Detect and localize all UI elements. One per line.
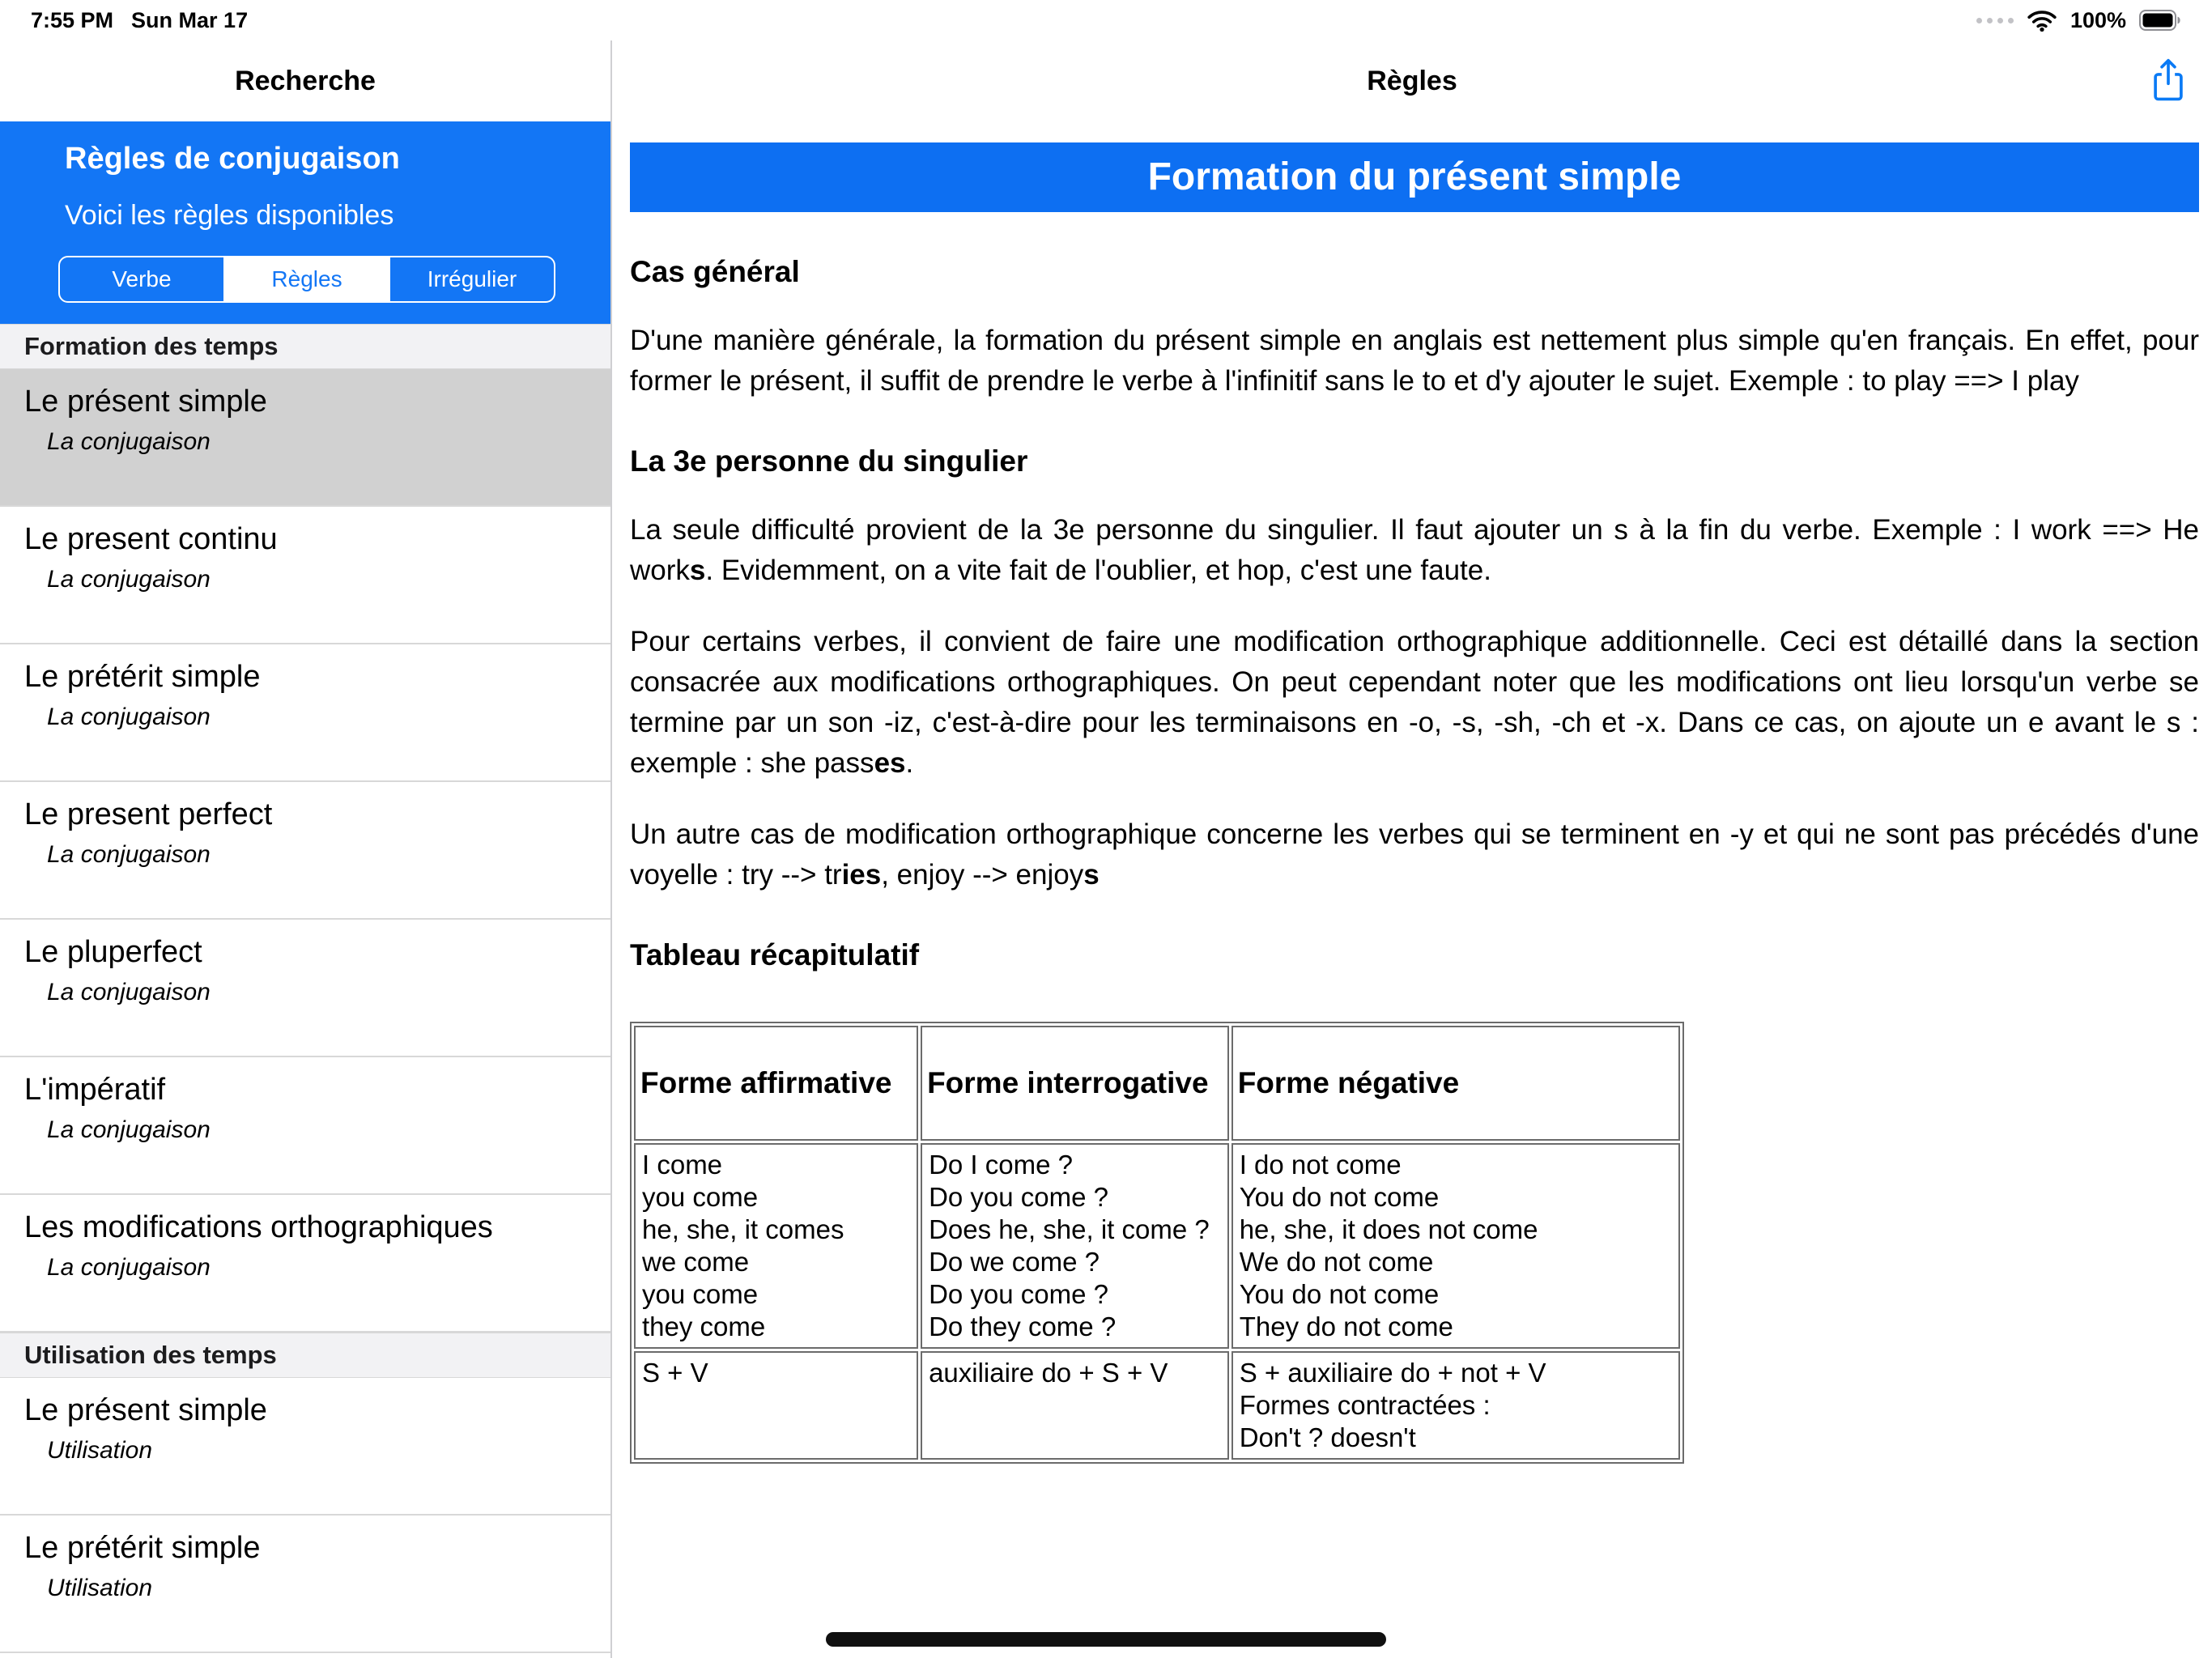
list-item-subtitle: La conjugaison bbox=[47, 1254, 211, 1281]
list-item-title: Le present continu bbox=[24, 522, 278, 556]
table-cell: S + V bbox=[634, 1351, 918, 1460]
list-item[interactable] bbox=[0, 782, 610, 920]
list-item-title: Le present perfect bbox=[24, 797, 273, 831]
home-indicator[interactable] bbox=[826, 1632, 1386, 1647]
list-item-subtitle: La conjugaison bbox=[47, 566, 211, 593]
rule-title-banner: Formation du présent simple bbox=[630, 142, 2199, 212]
rules-header-subtitle: Voici les règles disponibles bbox=[65, 200, 394, 231]
table-header-cell: Forme affirmative bbox=[634, 1026, 918, 1141]
detail-nav-bar bbox=[612, 40, 2212, 121]
table-cell: S + auxiliaire do + not + V Formes contractées : Don't ? doesn't bbox=[1231, 1351, 1680, 1460]
section-heading: La 3e personne du singulier bbox=[630, 444, 1028, 478]
segmented-control bbox=[58, 256, 555, 303]
status-date: Sun Mar 17 bbox=[131, 7, 249, 32]
list-item[interactable] bbox=[0, 369, 610, 507]
table-cell: auxiliaire do + S + V bbox=[921, 1351, 1229, 1460]
list-item[interactable] bbox=[0, 1195, 610, 1333]
table-row bbox=[634, 1351, 1680, 1460]
list-item-title: Le présent simple bbox=[24, 385, 267, 419]
list-item-title: Les modifications orthographiques bbox=[24, 1210, 493, 1244]
sidebar-nav-title: Recherche bbox=[235, 65, 376, 96]
list-item-subtitle: Utilisation bbox=[47, 1575, 153, 1601]
paragraph: La seule difficulté provient de la 3e personne du singulier. Il faut ajouter un s à la fin du verbe. Exemple : I work ==> He works. Evidemment, on a vite fait de l'oublier, et hop, c'est une faute. bbox=[630, 514, 2199, 586]
paragraph: Un autre cas de modification orthographique concerne les verbes qui se terminent en -y et qui ne sont pas précédés d'une voyelle : try --> tries, enjoy --> enjoys bbox=[630, 818, 2199, 891]
list-item[interactable] bbox=[0, 507, 610, 644]
sidebar-nav-bar bbox=[0, 40, 610, 121]
detail-nav-title: Règles bbox=[1367, 65, 1457, 96]
section-heading: Cas général bbox=[630, 255, 800, 288]
list-item-subtitle: Utilisation bbox=[47, 1437, 153, 1464]
rule-content bbox=[612, 121, 2212, 1658]
status-bar bbox=[0, 0, 2212, 40]
table-header-cell: Forme négative bbox=[1231, 1026, 1680, 1141]
paragraph: D'une manière générale, la formation du présent simple en anglais est nettement plus simple qu'en français. En effet, pour former le présent, il suffit de prendre le verbe à l'infinitif sans le to et d'y ajouter le sujet. Exemple : to play ==> I play bbox=[630, 325, 2199, 397]
battery-percent: 100% bbox=[2069, 7, 2126, 32]
segment-règles[interactable]: Règles bbox=[223, 257, 389, 301]
sidebar-blue-header bbox=[0, 121, 610, 324]
segment-irrégulier[interactable]: Irrégulier bbox=[389, 257, 554, 301]
list-item[interactable] bbox=[0, 1057, 610, 1195]
list-item[interactable] bbox=[0, 644, 610, 782]
share-button[interactable] bbox=[2146, 56, 2191, 106]
list-item-subtitle: La conjugaison bbox=[47, 979, 211, 1005]
rule-body bbox=[630, 254, 2199, 973]
table-cell: I do not come You do not come he, she, it does not come We do not come You do not come They do not come bbox=[1231, 1143, 1680, 1349]
rules-header-title: Règles de conjugaison bbox=[65, 142, 400, 176]
list-section-header: Formation des temps bbox=[0, 324, 610, 369]
detail-pane bbox=[612, 40, 2212, 1658]
list-item[interactable] bbox=[0, 920, 610, 1057]
list-section-header: Utilisation des temps bbox=[0, 1333, 610, 1378]
segment-verbe[interactable]: Verbe bbox=[112, 266, 172, 291]
status-time: 7:55 PM bbox=[31, 7, 114, 32]
table-cell: Do I come ? Do you come ? Does he, she, it come ? Do we come ? Do you come ? Do they come ? bbox=[921, 1143, 1229, 1349]
list-item-title: L'impératif bbox=[24, 1073, 166, 1107]
table-header-cell: Forme interrogative bbox=[921, 1026, 1229, 1141]
list-item-subtitle: La conjugaison bbox=[47, 704, 211, 730]
list-item[interactable] bbox=[0, 1378, 610, 1516]
list-item[interactable] bbox=[0, 1516, 610, 1653]
status-left bbox=[31, 8, 248, 33]
list-item-subtitle: La conjugaison bbox=[47, 1116, 211, 1143]
list-item-subtitle: La conjugaison bbox=[47, 428, 211, 455]
table-cell: I come you come he, she, it comes we come you come they come bbox=[634, 1143, 918, 1349]
battery-icon bbox=[2139, 10, 2181, 31]
list-item-title: Le prétérit simple bbox=[24, 660, 261, 694]
cellular-dots-icon bbox=[1976, 18, 2014, 23]
wifi-icon bbox=[2027, 9, 2057, 32]
list-item-title: Le présent simple bbox=[24, 1393, 267, 1427]
table-row bbox=[634, 1143, 1680, 1349]
rules-list bbox=[0, 324, 610, 1658]
list-item-subtitle: La conjugaison bbox=[47, 841, 211, 868]
recap-table bbox=[630, 1022, 1684, 1464]
share-icon bbox=[2147, 57, 2189, 104]
list-item-title: Le prétérit simple bbox=[24, 1531, 261, 1565]
sidebar bbox=[0, 40, 612, 1658]
list-item-title: Le pluperfect bbox=[24, 935, 202, 969]
paragraph: Pour certains verbes, il convient de faire une modification orthographique additionnelle. Ceci est détaillé dans la section consacrée aux modifications orthographiques. On peut cependant noter que les modifications ont lieu lorsqu'un verbe se termine par un son -iz, c'est-à-dire pour les terminaisons en -o, -s, -sh, -ch et -x. Dans ce cas, on ajoute un e avant le s : exemple : she passes. bbox=[630, 626, 2199, 779]
status-right bbox=[1976, 8, 2181, 33]
section-heading: Tableau récapitulatif bbox=[630, 938, 920, 971]
split-view bbox=[0, 40, 2212, 1658]
